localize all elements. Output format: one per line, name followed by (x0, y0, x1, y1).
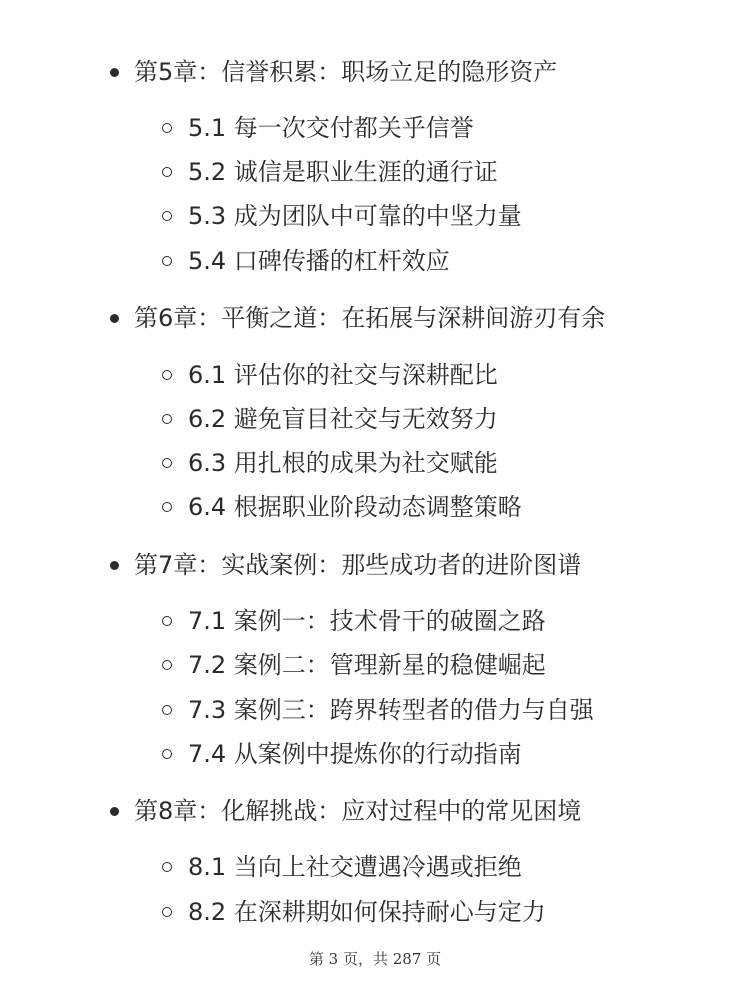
section-item (188, 358, 498, 392)
hollow-bullet-icon (162, 458, 172, 468)
section-title: 6.2 避免盲目社交与无效努力 (188, 405, 498, 433)
hollow-bullet-icon (162, 370, 172, 380)
hollow-bullet-icon (162, 256, 172, 266)
section-item (188, 850, 522, 884)
bullet-icon (110, 68, 119, 77)
section-item (188, 648, 546, 682)
hollow-bullet-icon (162, 907, 172, 917)
section-item (188, 111, 474, 145)
section-item (188, 402, 498, 436)
hollow-bullet-icon (162, 211, 172, 221)
bullet-icon (110, 561, 119, 570)
section-title: 5.4 口碑传播的杠杆效应 (188, 247, 450, 275)
hollow-bullet-icon (162, 502, 172, 512)
section-item (188, 693, 594, 727)
section-item (188, 490, 522, 524)
bullet-icon (110, 314, 119, 323)
section-item (188, 604, 546, 638)
section-title: 7.2 案例二：管理新星的稳健崛起 (188, 651, 546, 679)
section-title: 5.2 诚信是职业生涯的通行证 (188, 158, 498, 186)
chapter-item (134, 548, 581, 582)
hollow-bullet-icon (162, 749, 172, 759)
bullet-icon (110, 807, 119, 816)
chapter-title: 第6章：平衡之道：在拓展与深耕间游刃有余 (134, 304, 606, 332)
section-title: 7.3 案例三：跨界转型者的借力与自强 (188, 696, 594, 724)
hollow-bullet-icon (162, 414, 172, 424)
section-item (188, 155, 498, 189)
hollow-bullet-icon (162, 123, 172, 133)
section-item (188, 446, 498, 480)
section-item (188, 895, 546, 929)
section-title: 8.1 当向上社交遭遇冷遇或拒绝 (188, 853, 522, 881)
hollow-bullet-icon (162, 862, 172, 872)
hollow-bullet-icon (162, 660, 172, 670)
chapter-item (134, 55, 557, 89)
chapter-item (134, 301, 605, 335)
section-title: 6.1 评估你的社交与深耕配比 (188, 361, 498, 389)
section-title: 6.3 用扎根的成果为社交赋能 (188, 449, 498, 477)
section-item (188, 244, 450, 278)
section-title: 7.1 案例一：技术骨干的破圈之路 (188, 607, 546, 635)
page-number-footer: 第 3 页，共 287 页 (308, 950, 442, 968)
section-item (188, 199, 522, 233)
section-title: 7.4 从案例中提炼你的行动指南 (188, 740, 522, 768)
hollow-bullet-icon (162, 616, 172, 626)
chapter-title: 第7章：实战案例：那些成功者的进阶图谱 (134, 551, 582, 579)
section-item (188, 737, 522, 771)
section-title: 5.3 成为团队中可靠的中坚力量 (188, 202, 522, 230)
section-title: 8.2 在深耕期如何保持耐心与定力 (188, 898, 546, 926)
hollow-bullet-icon (162, 167, 172, 177)
chapter-title: 第5章：信誉积累：职场立足的隐形资产 (134, 58, 558, 86)
hollow-bullet-icon (162, 705, 172, 715)
chapter-title: 第8章：化解挑战：应对过程中的常见困境 (134, 797, 582, 825)
chapter-item (134, 794, 581, 828)
section-title: 6.4 根据职业阶段动态调整策略 (188, 493, 522, 521)
section-title: 5.1 每一次交付都关乎信誉 (188, 114, 474, 142)
